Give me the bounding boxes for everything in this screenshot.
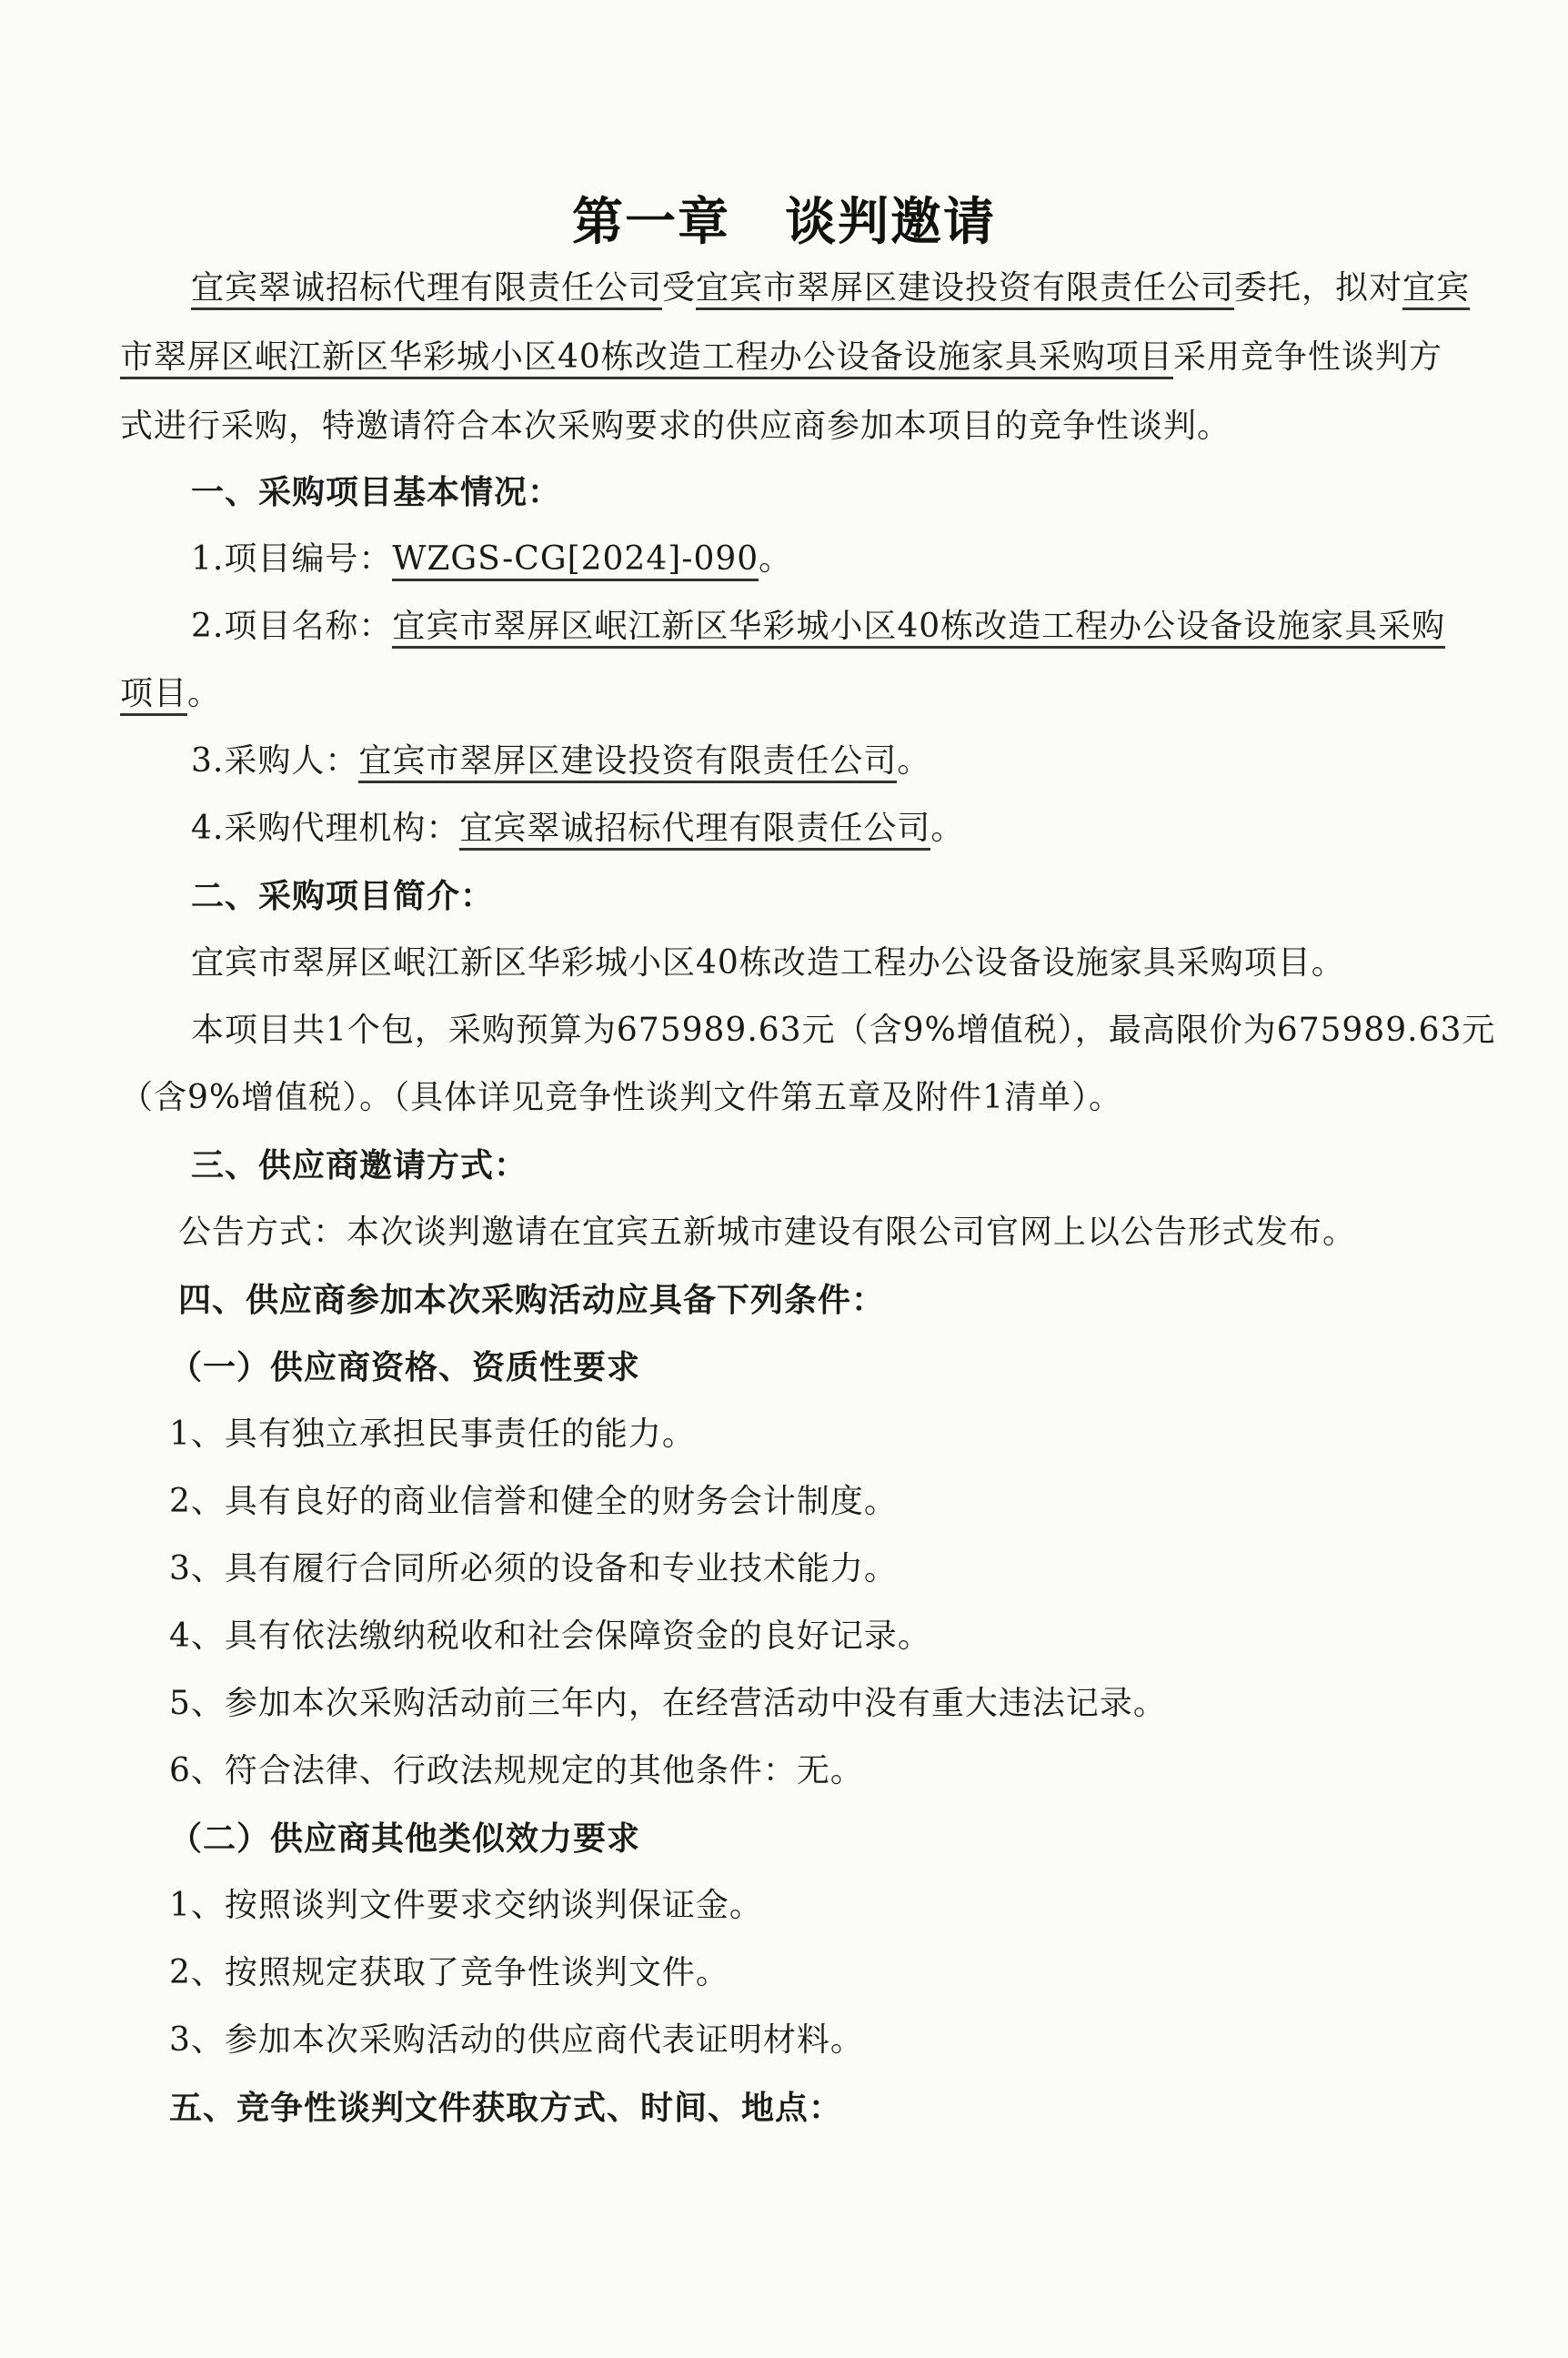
qualification-item: 4、具有依法缴纳税收和社会保障资金的良好记录。 <box>169 1617 931 1655</box>
section3-heading: 三、供应商邀请方式： <box>191 1146 528 1184</box>
qualification-item: 2、具有良好的商业信誉和健全的财务会计制度。 <box>169 1483 898 1520</box>
client-name: 宜宾市翠屏区建设投资有限责任公司 <box>696 269 1234 310</box>
qualification-item: 5、参加本次采购活动前三年内，在经营活动中没有重大违法记录。 <box>169 1685 1167 1722</box>
section4-heading: 四、供应商参加本次采购活动应具备下列条件： <box>178 1281 886 1319</box>
section1-heading: 一、采购项目基本情况： <box>191 473 562 511</box>
chapter-title <box>0 182 1568 255</box>
project-number-line: 1.项目编号：WZGS-CG[2024]-090。 <box>191 537 792 582</box>
section5-heading: 五、竞争性谈判文件获取方式、时间、地点： <box>169 2089 843 2127</box>
qualification-item: 6、符合法律、行政法规规定的其他条件：无。 <box>169 1752 864 1789</box>
project-name-value: 宜宾市翠屏区岷江新区华彩城小区40栋改造工程办公设备设施家具采购 <box>392 608 1445 649</box>
section4-sub2-heading: （二）供应商其他类似效力要求 <box>169 1819 641 1858</box>
section3-paragraph: 公告方式：本次谈判邀请在宜宾五新城市建设有限公司官网上以公告形式发布。 <box>178 1214 1357 1251</box>
chapter-name: 谈判邀请 <box>785 192 996 252</box>
intro-line-3: 式进行采购，特邀请符合本次采购要求的供应商参加本项目的竞争性谈判。 <box>120 408 1231 445</box>
section2-paragraph-2: 本项目共1个包，采购预算为675989.63元（含9%增值税），最高限价为675989.63元 <box>191 1012 1496 1049</box>
project-name-line-2: 项目。 <box>120 671 221 717</box>
other-requirement-item: 2、按照规定获取了竞争性谈判文件。 <box>169 1954 729 1991</box>
section2-heading: 二、采购项目简介： <box>191 877 495 915</box>
project-name-end: 市翠屏区岷江新区华彩城小区40栋改造工程办公设备设施家具采购项目 <box>120 338 1173 379</box>
intro-line-1: 宜宾翠诚招标代理有限责任公司受宜宾市翠屏区建设投资有限责任公司委托，拟对宜宾 <box>191 266 1470 311</box>
purchaser-value: 宜宾市翠屏区建设投资有限责任公司 <box>358 742 897 783</box>
other-requirement-item: 3、参加本次采购活动的供应商代表证明材料。 <box>169 2021 864 2059</box>
agency-value: 宜宾翠诚招标代理有限责任公司 <box>459 810 930 851</box>
qualification-item: 1、具有独立承担民事责任的能力。 <box>169 1416 696 1453</box>
project-name-start: 宜宾 <box>1402 269 1470 310</box>
agent-name: 宜宾翠诚招标代理有限责任公司 <box>191 269 662 310</box>
project-number-value: WZGS-CG[2024]-090 <box>392 540 759 581</box>
intro-line-2: 市翠屏区岷江新区华彩城小区40栋改造工程办公设备设施家具采购项目采用竞争性谈判方 <box>120 335 1442 380</box>
qualification-item: 3、具有履行合同所必须的设备和专业技术能力。 <box>169 1550 898 1587</box>
purchaser-line: 3.采购人：宜宾市翠屏区建设投资有限责任公司。 <box>191 739 930 784</box>
section4-sub1-heading: （一）供应商资格、资质性要求 <box>169 1348 641 1386</box>
agency-line: 4.采购代理机构：宜宾翠诚招标代理有限责任公司。 <box>191 806 964 852</box>
project-name-line: 2.项目名称：宜宾市翠屏区岷江新区华彩城小区40栋改造工程办公设备设施家具采购 <box>191 604 1445 650</box>
other-requirement-item: 1、按照谈判文件要求交纳谈判保证金。 <box>169 1887 763 1924</box>
section2-paragraph-2-cont: （含9%增值税）。（具体详见竞争性谈判文件第五章及附件1清单）。 <box>120 1079 1123 1116</box>
section2-paragraph-1: 宜宾市翠屏区岷江新区华彩城小区40栋改造工程办公设备设施家具采购项目。 <box>191 944 1345 982</box>
chapter-number: 第一章 <box>572 192 730 252</box>
